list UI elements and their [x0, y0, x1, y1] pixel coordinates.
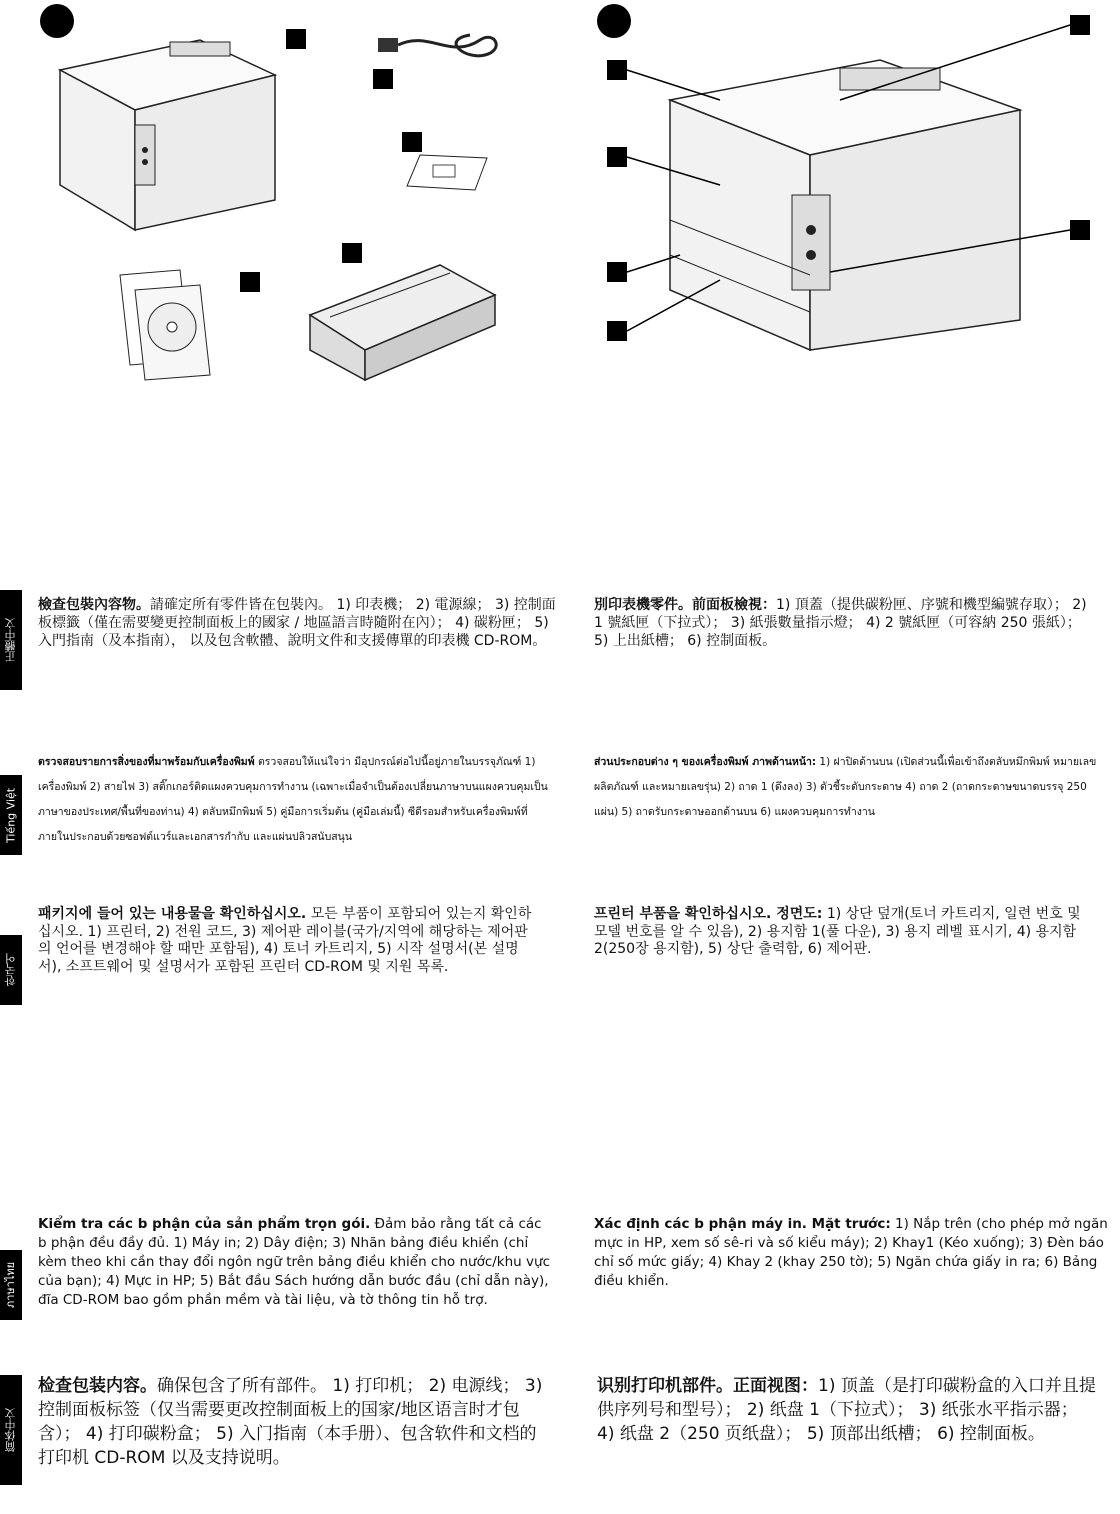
- tab-traditional-chinese: 正體中文: [0, 590, 22, 690]
- trad-chinese-parts-heading: 別印表機零件。前面板檢視：: [594, 597, 776, 613]
- callout-leader-lines: [600, 0, 1120, 360]
- thai-parts-body: 1) ฝาปิดด้านบน (เปิดส่วนนี้เพื่อเข้าถึงตลับหมึกพิมพ์ หมายเลขผลิตภัณฑ์ และหมายเลขรุ่น) 2) ถาด 1 (ดึงลง) 3) ตัวชี้ระดับกระดาษ 4) ถาด 2 (ถาดกระดาษขนาดบรรจุ 250 แผ่น) 5) ถาดรับกระดาษออกด้านบน 6) แผงควบคุมการทำงาน: [594, 756, 1097, 818]
- korean-parts: [594, 906, 1084, 959]
- callout-2: [373, 69, 393, 89]
- simp-chinese-contents: [38, 1374, 548, 1470]
- thai-parts-heading: ส่วนประกอบต่าง ๆ ของเครื่องพิมพ์ ภาพด้านหน้า:: [594, 756, 817, 768]
- korean-contents-body: 모든 부품이 포함되어 있는지 확인하십시오. 1) 프린터, 2) 전원 코드, 3) 제어판 레이블(국가/지역에 해당하는 제어판의 언어를 변경해야 할 때만 포함됨), 4) 토너 카트리지, 5) 시작 설명서(본 설명서), 소프트웨어 및 설명서가 포함된 프린터 CD-ROM 및 지원 목록.: [38, 906, 532, 975]
- vietnamese-contents: [38, 1215, 553, 1310]
- callout-1: [286, 29, 306, 49]
- trad-chinese-contents-body: 請確定所有零件皆在包裝內。 1) 印表機； 2) 電源線； 3) 控制面板標籤（僅在需要變更控制面板上的國家 / 地區語言時隨附在內）； 4) 碳粉匣； 5) 入門指南（及本指南）， 以及包含軟體、說明文件和支援傳單的印表機 CD-ROM。: [38, 597, 556, 649]
- vietnamese-parts-heading: Xác định các b phận máy in. Mặt trước:: [594, 1216, 891, 1232]
- vietnamese-contents-heading: Kiểm tra các b phận của sản phẩm trọn gói.: [38, 1216, 371, 1232]
- vietnamese-parts: [594, 1215, 1109, 1291]
- documentation-cd-illustration: [110, 265, 230, 385]
- tab-thai: ภาษาไทย: [0, 1250, 22, 1320]
- thai-parts: [594, 750, 1104, 825]
- callout-5: [240, 272, 260, 292]
- control-panel-label-illustration: [405, 150, 490, 195]
- thai-contents: [38, 750, 548, 850]
- simp-chinese-contents-body: 确保包含了所有部件。 1) 打印机； 2) 电源线； 3) 控制面板标签（仅当需要更改控制面板上的国家/地区语言时才包含）； 4) 打印碳粉盒； 5) 入门指南（本手册）、包含软件和文档的打印机 CD-ROM 以及支持说明。: [38, 1376, 543, 1468]
- vietnamese-contents-body: Đảm bảo rằng tất cả các b phận đều đầy đủ. 1) Máy in; 2) Dây điện; 3) Nhãn bảng điều khiển (chỉ kèm theo khi cần thay đổi ngôn ngữ trên bảng điều khiển cho nước/khu vực của bạn); 4) Mực in HP; 5) Bắt đầu Sách hướng dẫn bước đầu (chỉ dẫn này), đĩa CD-ROM bao gồm phần mềm và tài liệu, và tờ thông tin hỗ trợ.: [38, 1216, 550, 1308]
- toner-cartridge-illustration: [300, 255, 500, 385]
- printer-illustration-small: [50, 30, 290, 240]
- vietnamese-parts-body: 1) Nắp trên (cho phép mở ngăn mực in HP, xem số sê-ri và số kiểu máy); 2) Khay1 (Kéo xuống); 3) Đèn báo chỉ số mức giấy; 4) Khay 2 (khay 250 tờ); 5) Ngăn chứa giấy in ra; 6) Bảng điều khiển.: [594, 1216, 1108, 1289]
- tab-simplified-chinese: 简体中文: [0, 1375, 22, 1485]
- trad-chinese-parts-body: 1) 頂蓋（提供碳粉匣、序號和機型編號存取）； 2) 1 號紙匣（下拉式）； 3) 紙張數量指示燈； 4) 2 號紙匣（可容納 250 張紙）； 5) 上出紙槽； 6) 控制面板。: [594, 597, 1087, 649]
- korean-contents-heading: 패키지에 들어 있는 내용물을 확인하십시오.: [38, 906, 307, 922]
- thai-contents-body: ตรวจสอบให้แน่ใจว่า มีอุปกรณ์ต่อไปนี้อยู่ภายในบรรจุภัณฑ์ 1) เครื่องพิมพ์ 2) สายไฟ 3) สติ๊กเกอร์ติดแผงควบคุมการทำงาน (เฉพาะเมื่อจำเป็นต้องเปลี่ยนภาษาบนแผงควบคุมเป็นภาษาของประเทศ/พื้นที่ของท่าน) 4) ตลับหมึกพิมพ์ 5) คู่มือการเริ่มต้น (คู่มือเล่มนี้) ซีดีรอมสำหรับเครื่องพิมพ์ที่ภายในประกอบด้วยซอฟต์แวร์และเอกสารกำกับ และแผ่นปลิวสนับสนุน: [38, 756, 548, 843]
- thai-contents-heading: ตรวจสอบรายการสิ่งของที่มาพร้อมกับเครื่องพิมพ์: [38, 756, 255, 768]
- tab-korean: 한국어: [0, 935, 22, 1005]
- simp-chinese-parts-heading: 识别打印机部件。正面视图：: [597, 1376, 818, 1396]
- korean-parts-body: 1) 상단 덮개(토너 카트리지, 일련 번호 및 모델 번호를 알 수 있음), 2) 용지함 1(풀 다운), 3) 용지 레벨 표시기, 4) 용지함 2(250장 용지함), 5) 상단 출력함, 6) 제어판.: [594, 906, 1081, 957]
- simp-chinese-parts-body: 1) 顶盖（是打印碳粉盒的入口并且提供序列号和型号）； 2) 纸盘 1（下拉式）； 3) 纸张水平指示器； 4) 纸盘 2（250 页纸盘）； 5) 顶部出纸槽； 6) 控制面板。: [597, 1376, 1096, 1444]
- korean-parts-heading: 프린터 부품을 확인하십시오. 정면도:: [594, 906, 823, 922]
- simp-chinese-parts: [597, 1374, 1097, 1446]
- tab-vietnamese: Tiếng Việt: [0, 775, 22, 855]
- trad-chinese-contents: [38, 596, 558, 650]
- trad-chinese-contents-heading: 檢查包裝內容物。: [38, 597, 150, 613]
- callout-3: [402, 132, 422, 152]
- simp-chinese-contents-heading: 检查包装内容。: [38, 1376, 157, 1396]
- korean-contents: [38, 906, 538, 976]
- trad-chinese-parts: [594, 596, 1094, 650]
- power-cord-illustration: [370, 20, 510, 70]
